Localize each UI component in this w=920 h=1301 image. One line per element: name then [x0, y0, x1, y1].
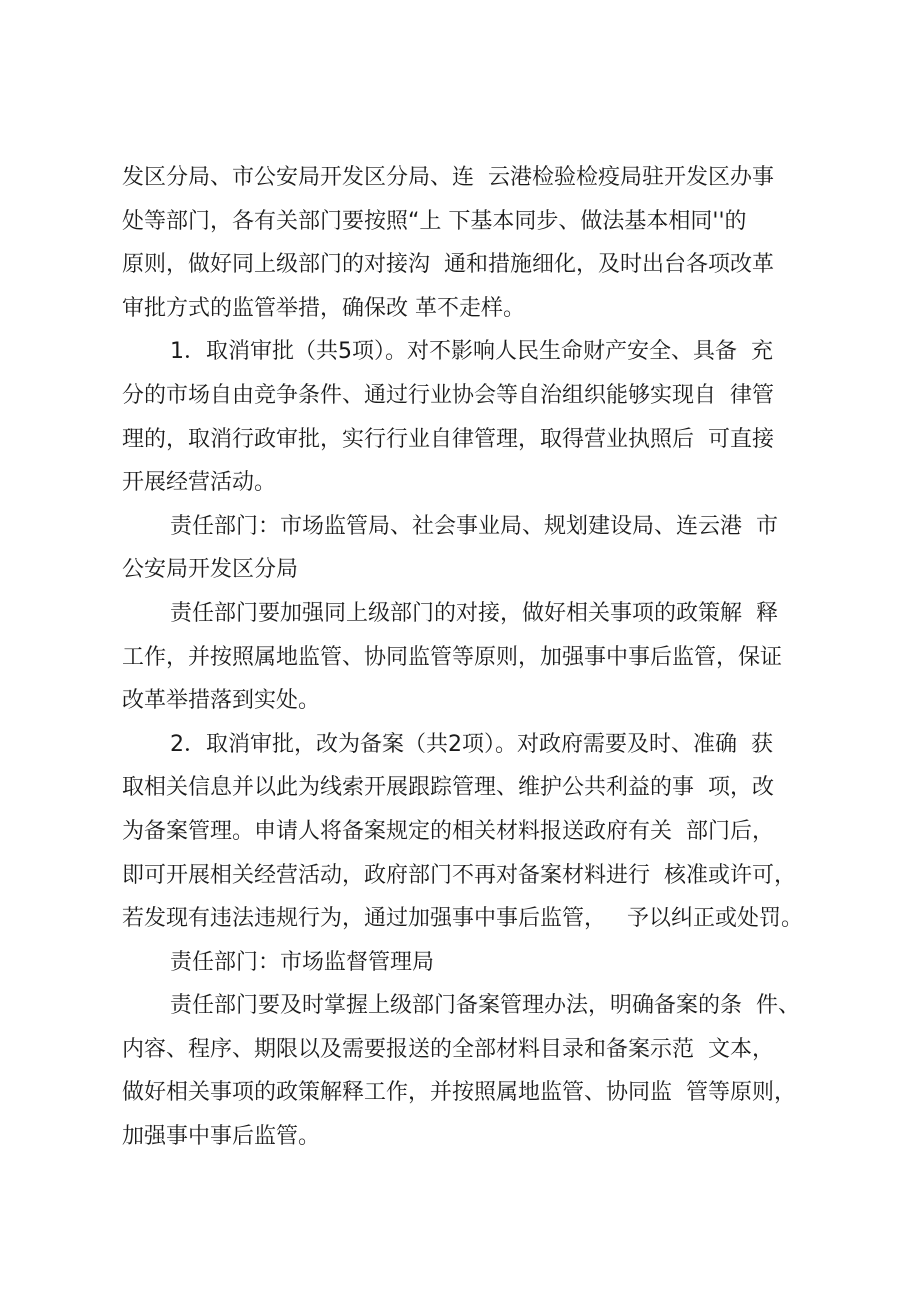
text-line: 责任部门：市场监督管理局 [170, 949, 435, 975]
text-line: 开展经营活动。 [122, 470, 277, 496]
text-line: 2．取消审批，改为备案（共2项）。对政府需要及时、准确 获 [170, 731, 773, 757]
text-line: 加强事中事后监管。 [122, 1124, 321, 1150]
text-line: 责任部门：市场监管局、社会事业局、规划建设局、连云港 市 [170, 513, 778, 539]
text-line: 原则，做好同上级部门的对接沟 通和措施细化，及时出台各项改革 [122, 252, 774, 278]
text-line: 即可开展相关经营活动，政府部门不再对备案材料进行 核准或许可， [122, 862, 796, 888]
text-line: 发区分局、市公安局开发区分局、连 云港检验检疫局驻开发区办事 [122, 165, 774, 190]
text-line: 理的，取消行政审批，实行行业自律管理，取得营业执照后 可直接 [122, 426, 774, 452]
text-line: 内容、程序、期限以及需要报送的全部材料目录和备案示范 文本， [122, 1036, 774, 1062]
text-line: 工作，并按照属地监管、协同监管等原则，加强事中事后监管，保证 [122, 644, 783, 670]
text-line: 改革举措落到实处。 [122, 688, 321, 714]
text-line: 1．取消审批（共5项）。对不影响人民生命财产安全、具备 充 [170, 339, 773, 365]
text-line: 为备案管理。申请人将备案规定的相关材料报送政府有关 部门后， [122, 818, 774, 844]
text-line: 处等部门，各有关部门要按照“上 下基本同步、做法基本相同''的 [122, 208, 747, 234]
text-line: 分的市场自由竞争条件、通过行业协会等自治组织能够实现自 律管 [122, 382, 774, 408]
text-line: 责任部门要及时掌握上级部门备案管理办法，明确备案的条 件、 [170, 993, 800, 1019]
text-line: 公安局开发区分局 [122, 557, 299, 583]
text-line: 审批方式的监管举措，确保改 革不走样。 [122, 295, 525, 321]
text-line: 取相关信息并以此为线索开展跟踪管理、维护公共利益的事 项，改 [122, 775, 774, 801]
text-line: 若发现有违法违规行为，通过加强事中事后监管， 予以纠正或处罚。 [122, 906, 803, 932]
text-line: 责任部门要加强同上级部门的对接，做好相关事项的政策解 释 [170, 600, 778, 626]
text-line: 做好相关事项的政策解释工作，并按照属地监管、协同监 管等原则， [122, 1080, 796, 1106]
body-text [122, 156, 822, 1159]
